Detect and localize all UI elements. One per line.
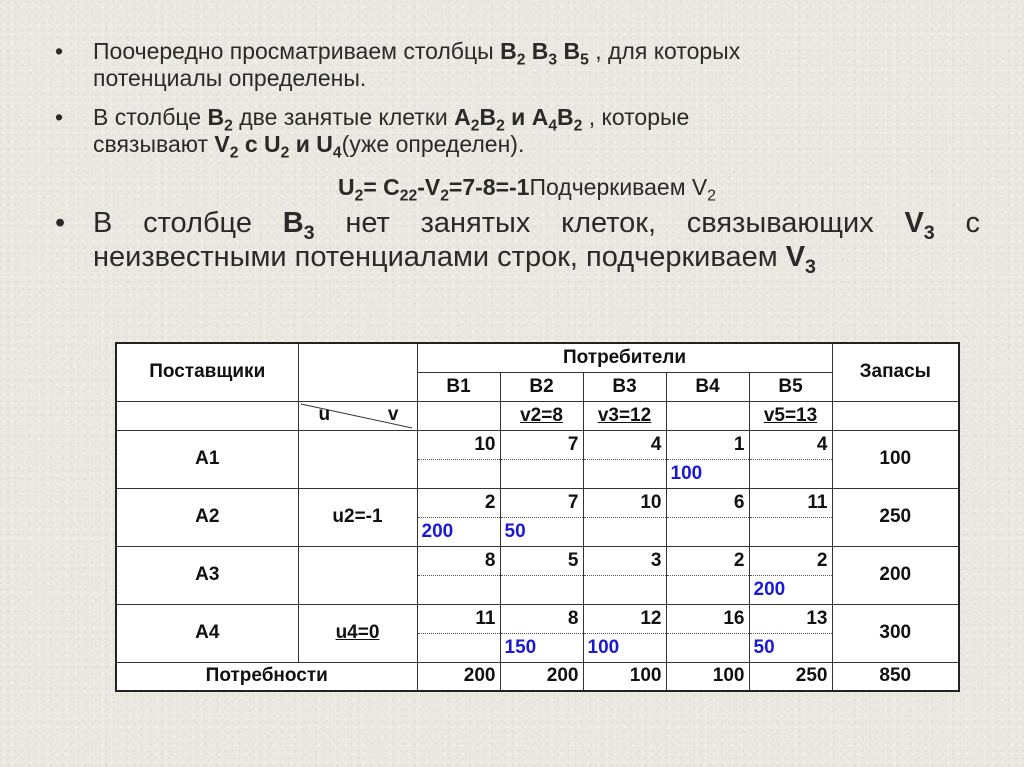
- alloc-cell: 50: [749, 633, 832, 662]
- bullet-dot: •: [55, 207, 66, 239]
- col-header: B3: [583, 372, 666, 401]
- potential-v: [666, 401, 749, 430]
- cost-cell: 4: [749, 430, 832, 459]
- alloc-cell: [666, 517, 749, 546]
- alloc-cell: 50: [500, 517, 583, 546]
- demand-cell: 100: [666, 662, 749, 691]
- row-label: A4: [116, 604, 298, 662]
- bullet-3: • В столбце $B_3$ нет занятых клеток, связывающих $V_3$ с неизвестными потенциалами строк, подчеркиваем $V_3$: [55, 207, 980, 278]
- alloc-cell: [749, 459, 832, 488]
- cost-cell: 3: [583, 546, 666, 575]
- demand-cell: 200: [500, 662, 583, 691]
- cost-cell: 10: [417, 430, 500, 459]
- potential-v: v3=12: [583, 401, 666, 430]
- cost-cell: 13: [749, 604, 832, 633]
- potential-v: v2=8: [500, 401, 583, 430]
- alloc-cell: 200: [417, 517, 500, 546]
- total-cell: 850: [832, 662, 959, 691]
- cost-cell: 5: [500, 546, 583, 575]
- alloc-cell: [666, 633, 749, 662]
- col-header: B4: [666, 372, 749, 401]
- alloc-cell: [417, 633, 500, 662]
- potential-u: [298, 546, 417, 604]
- alloc-cell: 200: [749, 575, 832, 604]
- cost-cell: 8: [417, 546, 500, 575]
- bullet-2: • В столбце $B_2$ две занятые клетки $A_2B_2$ и $A_4B_2$ , которые связывают $V_2$ с $U_2$ и $U_4(уже$ определен).: [55, 104, 690, 162]
- row-label: A3: [116, 546, 298, 604]
- stock-cell: 300: [832, 604, 959, 662]
- alloc-cell: [500, 459, 583, 488]
- cost-cell: 1: [666, 430, 749, 459]
- stock-cell: 100: [832, 430, 959, 488]
- alloc-cell: 150: [500, 633, 583, 662]
- alloc-cell: [500, 575, 583, 604]
- header-consumers: Потребители: [417, 343, 832, 372]
- cost-cell: 4: [583, 430, 666, 459]
- potential-v: [417, 401, 500, 430]
- alloc-cell: [417, 459, 500, 488]
- alloc-cell: 100: [583, 633, 666, 662]
- potential-v: v5=13: [749, 401, 832, 430]
- col-header: B5: [749, 372, 832, 401]
- demand-cell: 250: [749, 662, 832, 691]
- cost-cell: 16: [666, 604, 749, 633]
- header-stock: Запасы: [832, 343, 959, 401]
- cost-cell: 2: [417, 488, 500, 517]
- alloc-cell: [583, 517, 666, 546]
- demand-cell: 100: [583, 662, 666, 691]
- cost-cell: 6: [666, 488, 749, 517]
- cost-cell: 11: [749, 488, 832, 517]
- cost-cell: 7: [500, 488, 583, 517]
- stock-cell: 250: [832, 488, 959, 546]
- col-header: B2: [500, 372, 583, 401]
- cost-cell: 2: [666, 546, 749, 575]
- alloc-cell: [583, 459, 666, 488]
- alloc-cell: [666, 575, 749, 604]
- transport-table: [115, 342, 960, 692]
- cost-cell: 10: [583, 488, 666, 517]
- cost-cell: 8: [500, 604, 583, 633]
- header-suppliers: Поставщики: [116, 343, 298, 401]
- alloc-cell: [749, 517, 832, 546]
- col-header: B1: [417, 372, 500, 401]
- bullet-dot: •: [55, 104, 64, 130]
- alloc-cell: 100: [666, 459, 749, 488]
- alloc-cell: [417, 575, 500, 604]
- cost-cell: 11: [417, 604, 500, 633]
- bullet-dot: •: [55, 38, 64, 64]
- potential-u: u2=-1: [298, 488, 417, 546]
- stock-cell: 200: [832, 546, 959, 604]
- demand-label: Потребности: [116, 662, 417, 691]
- demand-cell: 200: [417, 662, 500, 691]
- potential-u: u4=0: [298, 604, 417, 662]
- uv-header: u v: [298, 401, 417, 430]
- formula-line: $U_2=$ $C_{22}-V_2=7-8=-1Подчеркиваем$ $V_2$: [338, 174, 716, 205]
- row-label: A2: [116, 488, 298, 546]
- alloc-cell: [583, 575, 666, 604]
- row-label: A1: [116, 430, 298, 488]
- cost-cell: 2: [749, 546, 832, 575]
- bullet-1: • Поочередно просматриваем столбцы $B_2$ $B_3$ $B_5$ , для которых потенциалы определены.: [55, 38, 741, 91]
- cost-cell: 12: [583, 604, 666, 633]
- cost-cell: 7: [500, 430, 583, 459]
- potential-u: [298, 430, 417, 488]
